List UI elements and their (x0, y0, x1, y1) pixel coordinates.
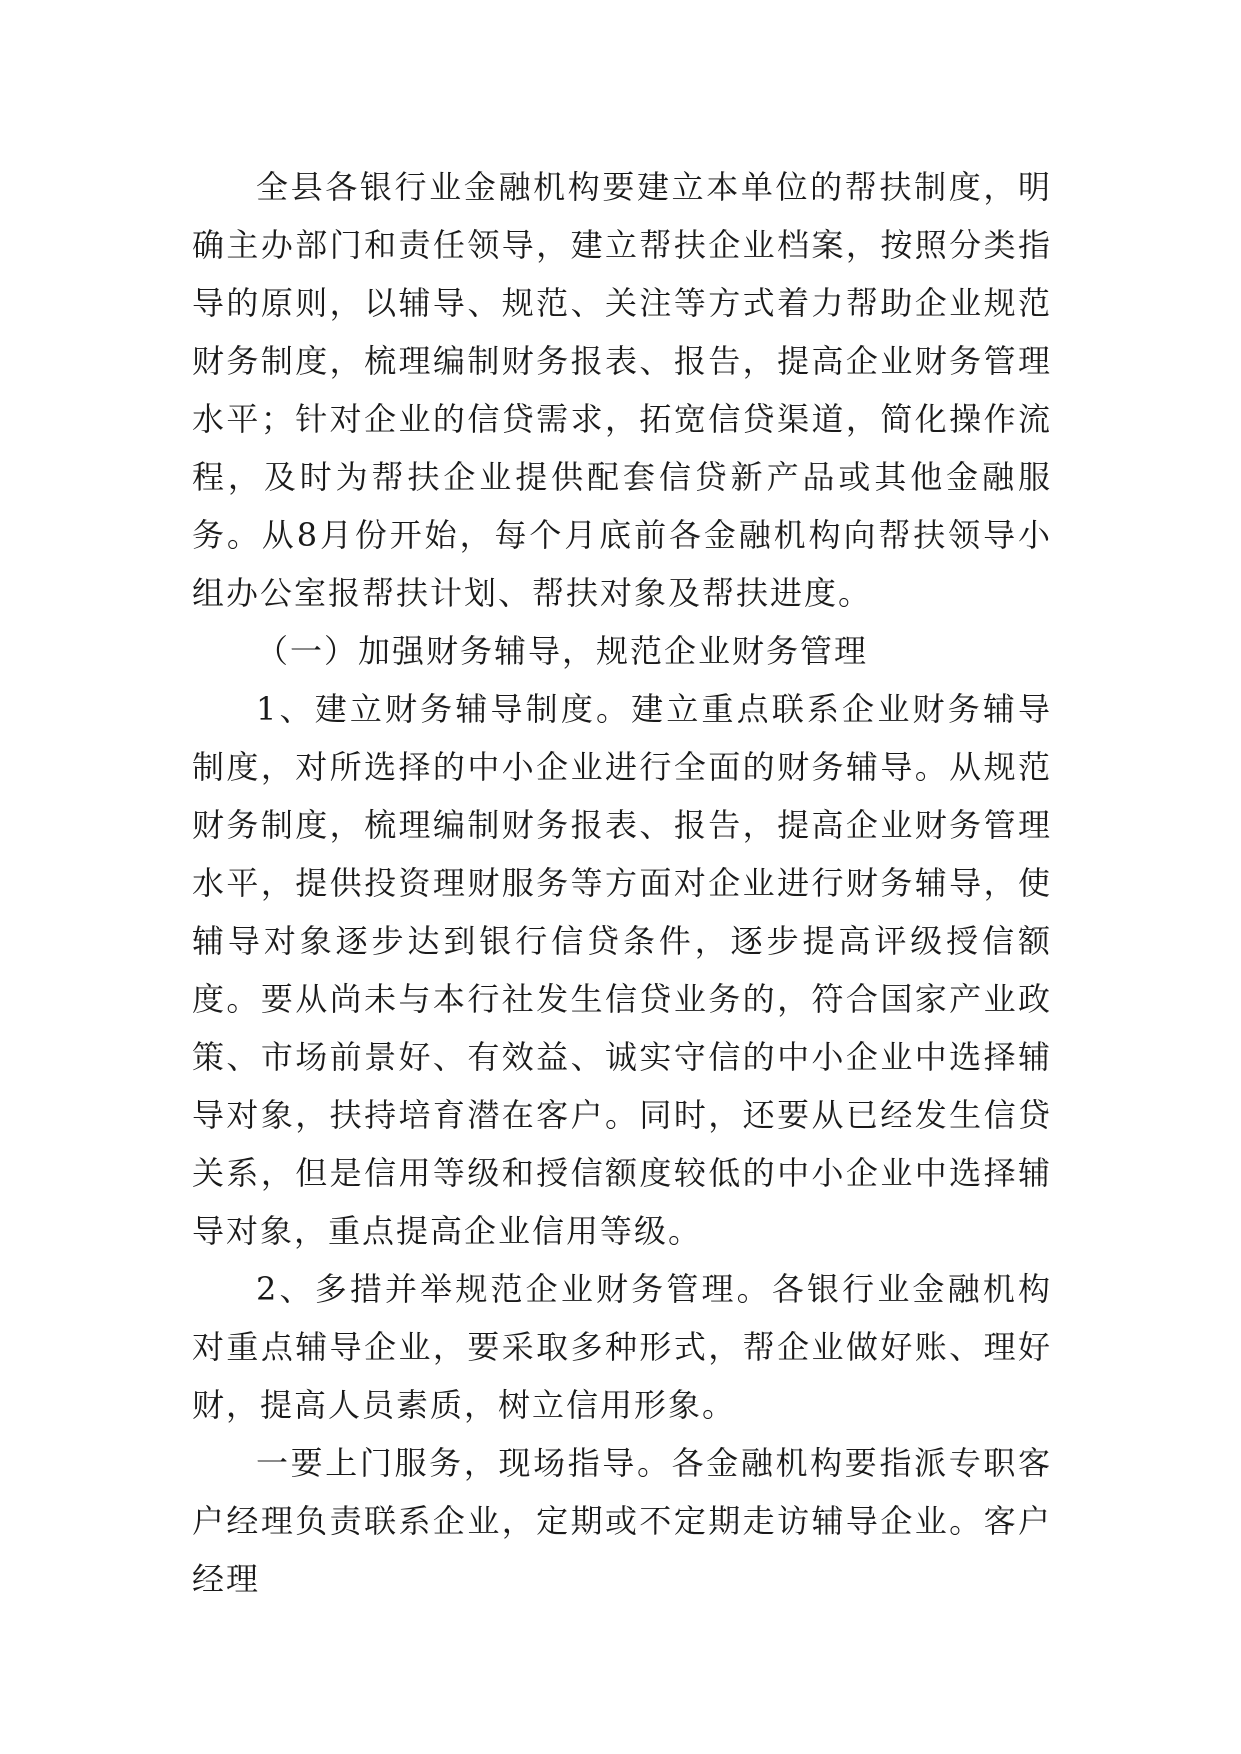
section-heading-financial-guidance: （一）加强财务辅导，规范企业财务管理 (256, 632, 869, 670)
paragraph-standardize-management: 2、多措并举规范企业财务管理。各银行业金融机构对重点辅导企业，要采取多种形式，帮企业做好账、理好财，提高人员素质，树立信用形象。 (192, 1270, 1052, 1424)
paragraph-onsite-service: 一要上门服务，现场指导。各金融机构要指派专职客户经理负责联系企业，定期或不定期走访辅导企业。客户经理 (192, 1444, 1052, 1598)
paragraph-bank-support-system: 全县各银行业金融机构要建立本单位的帮扶制度，明确主办部门和责任领导，建立帮扶企业档案，按照分类指导的原则，以辅导、规范、关注等方式着力帮助企业规范财务制度，梳理编制财务报表、报告，提高企业财务管理水平；针对企业的信贷需求，拓宽信贷渠道，简化操作流程，及时为帮扶企业提供配套信贷新产品或其他金融服务。从8月份开始，每个月底前各金融机构向帮扶领导小组办公室报帮扶计划、帮扶对象及帮扶进度。 (192, 168, 1052, 612)
document-page (192, 158, 1052, 1608)
paragraph-financial-guidance-system: 1、建立财务辅导制度。建立重点联系企业财务辅导制度，对所选择的中小企业进行全面的财务辅导。从规范财务制度，梳理编制财务报表、报告，提高企业财务管理水平，提供投资理财服务等方面对企业进行财务辅导，使辅导对象逐步达到银行信贷条件，逐步提高评级授信额度。要从尚未与本行社发生信贷业务的，符合国家产业政策、市场前景好、有效益、诚实守信的中小企业中选择辅导对象，扶持培育潜在客户。同时，还要从已经发生信贷关系，但是信用等级和授信额度较低的中小企业中选择辅导对象，重点提高企业信用等级。 (192, 690, 1052, 1250)
